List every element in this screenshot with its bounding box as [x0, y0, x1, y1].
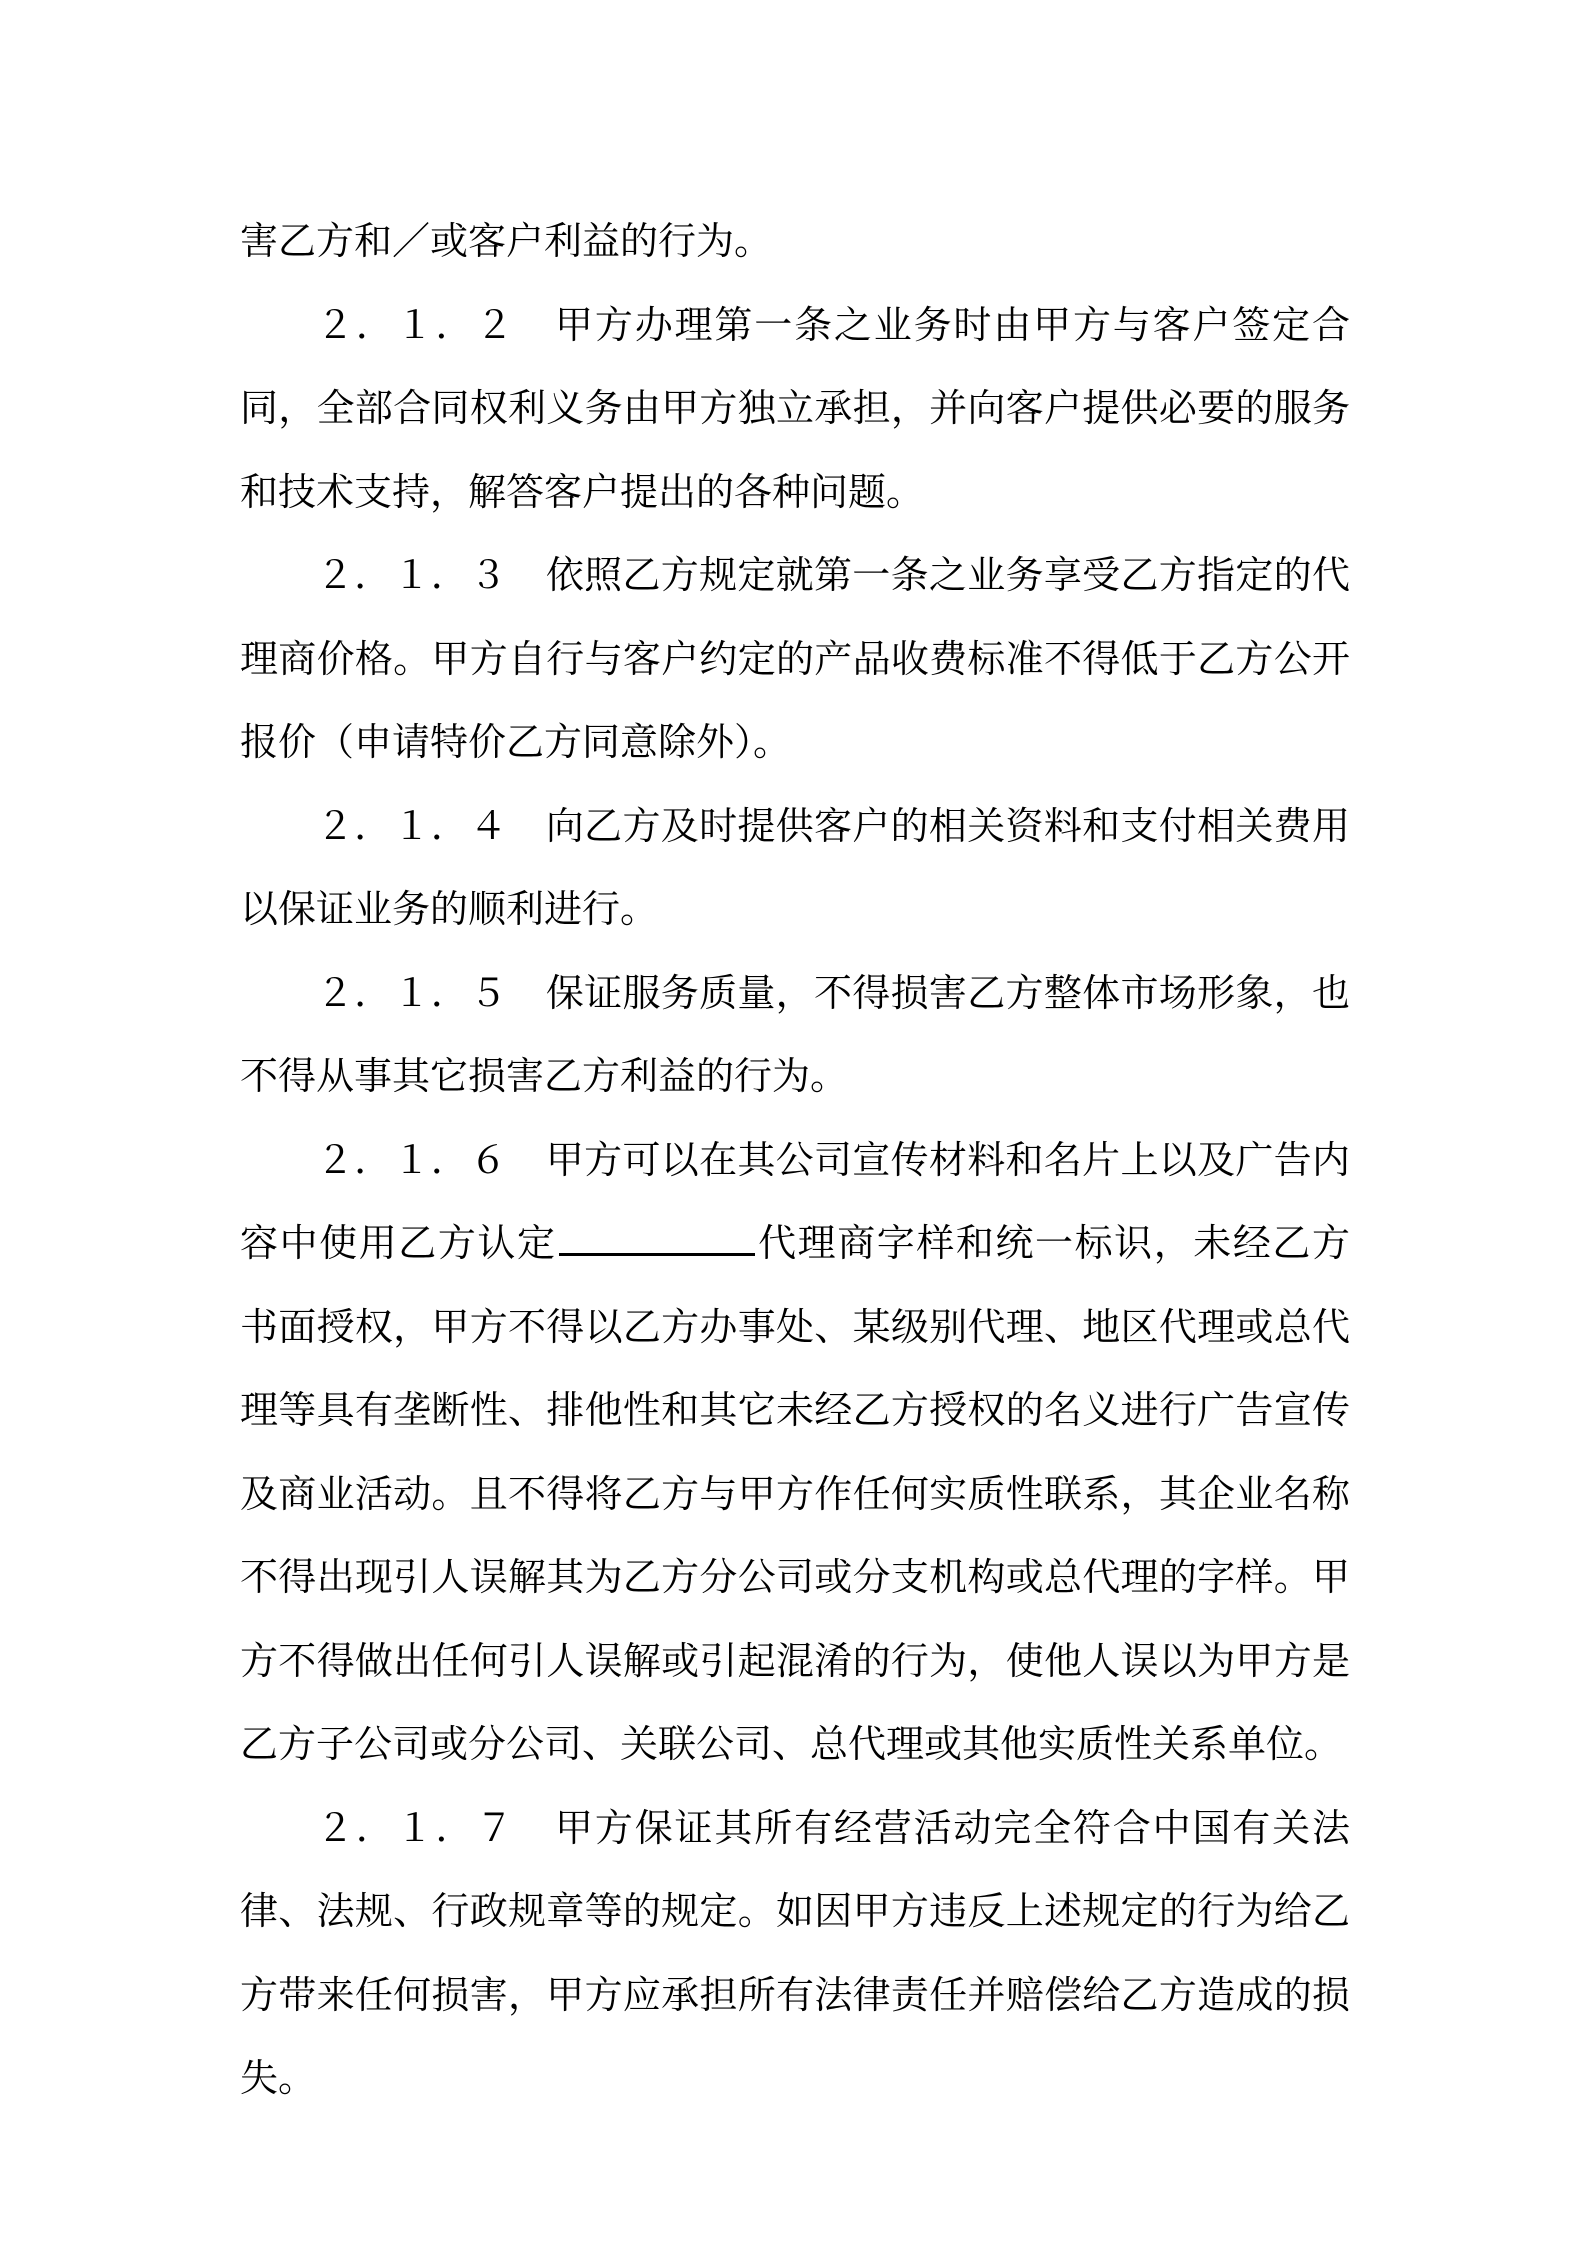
document-body — [240, 200, 1350, 2121]
clause-2-1-4: ２．１．４ 向乙方及时提供客户的相关资料和支付相关费用以保证业务的顺利进行。 — [240, 803, 1350, 931]
clause-2-1-7: ２．１．７ 甲方保证其所有经营活动完全符合中国有关法律、法规、行政规章等的规定。如因甲方违反上述规定的行为给乙方带来任何损害，甲方应承担所有法律责任并赔偿给乙方造成的损失。 — [240, 1805, 1350, 2100]
clause-2-1-6 — [240, 1119, 1350, 1787]
clause-2-1-6-text-before: ２．１．６ 甲方可以在其公司宣传材料和名片上以及广告内容中使用乙方认定 — [240, 1137, 1350, 1265]
clause-2-1-5: ２．１．５ 保证服务质量，不得损害乙方整体市场形象，也不得从事其它损害乙方利益的行为。 — [240, 970, 1350, 1098]
clause-2-1-6-text-after: 代理商字样和统一标识，未经乙方书面授权，甲方不得以乙方办事处、某级别代理、地区代理或总代理等具有垄断性、排他性和其它未经乙方授权的名义进行广告宣传及商业活动。且不得将乙方与甲方作任何实质性联系，其企业名称不得出现引人误解其为乙方分公司或分支机构或总代理的字样。甲方不得做出任何引人误解或引起混淆的行为，使他人误以为甲方是乙方子公司或分公司、关联公司、总代理或其他实质性关系单位。 — [240, 1221, 1350, 1766]
fill-in-blank-line — [559, 1219, 755, 1256]
clause-2-1-3: ２．１．３ 依照乙方规定就第一条之业务享受乙方指定的代理商价格。甲方自行与客户约定的产品收费标准不得低于乙方公开报价（申请特价乙方同意除外）。 — [240, 553, 1350, 764]
clause-2-1-2: ２．１．２ 甲方办理第一条之业务时由甲方与客户签定合同，全部合同权利义务由甲方独立承担，并向客户提供必要的服务和技术支持，解答客户提出的各种问题。 — [240, 302, 1350, 514]
paragraph-continuation: 害乙方和／或客户利益的行为。 — [240, 219, 773, 263]
